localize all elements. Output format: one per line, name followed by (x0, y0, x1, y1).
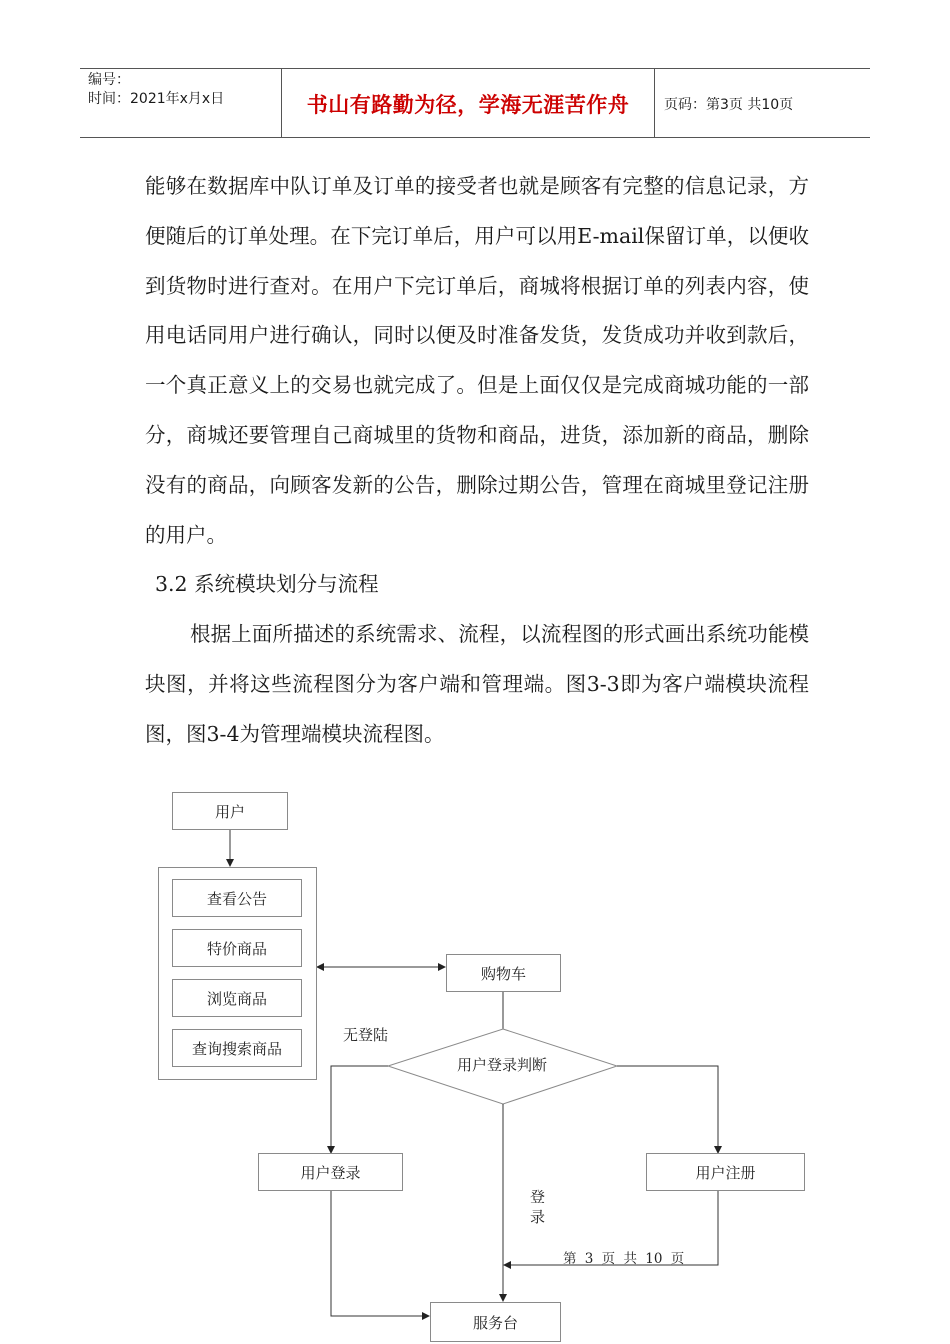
node-service-desk: 服务台 (430, 1302, 561, 1342)
paragraph: 能够在数据库中队订单及订单的接受者也就是顾客有完整的信息记录，方便随后的订单处理。在下完订单后，用户可以用E-mail保留订单，以便收到货物时进行查对。在用户下完订单后，商城将根据订单的列表内容，使用电话同用户进行确认，同时以便及时准备发货，发货成功并收到款后，一个真正意义上的交易也就完成了。但是上面仅仅是完成商城功能的一部分，商城还要管理自己商城里的货物和商品，进货，添加新的商品，删除没有的商品，向顾客发新的公告，删除过期公告，管理在商城里登记注册的用户。 (145, 174, 809, 547)
node-user-login: 用户登录 (258, 1153, 403, 1191)
section-heading: 3.2 系统模块划分与流程 (155, 572, 379, 597)
arrow-to-login (331, 1066, 388, 1153)
node-user-register: 用户注册 (646, 1153, 805, 1191)
header-motto: 书山有路勤为径，学海无涯苦作舟 (306, 93, 630, 117)
arrow-to-register (617, 1066, 718, 1153)
node-menu-item: 查询搜索商品 (172, 1029, 302, 1067)
node-menu-item: 查看公告 (172, 879, 302, 917)
paragraph: 根据上面所描述的系统需求、流程，以流程图的形式画出系统功能模块图，并将这些流程图分为客户端和管理端。图3-3即为客户端模块流程图，图3-4为管理端模块流程图。 (145, 622, 809, 746)
label-no-login: 无登陆 (343, 1026, 389, 1044)
label-login-line1: 登 (530, 1188, 546, 1206)
header-page-info: 页码：第3页 共10页 (664, 97, 794, 113)
header-time-label: 时间：2021年x月x日 (88, 91, 225, 107)
footer-page-number: 第 3 页 共 10 页 (563, 1251, 685, 1267)
header-number-label: 编号： (88, 72, 130, 88)
node-login-check-label: 用户登录判断 (456, 1056, 547, 1074)
node-menu-item: 浏览商品 (172, 979, 302, 1017)
arrow-login-to-service (331, 1190, 429, 1316)
label-login-line2: 录 (530, 1208, 546, 1226)
node-menu-item: 特价商品 (172, 929, 302, 967)
node-cart: 购物车 (446, 954, 561, 992)
node-user: 用户 (172, 792, 288, 830)
